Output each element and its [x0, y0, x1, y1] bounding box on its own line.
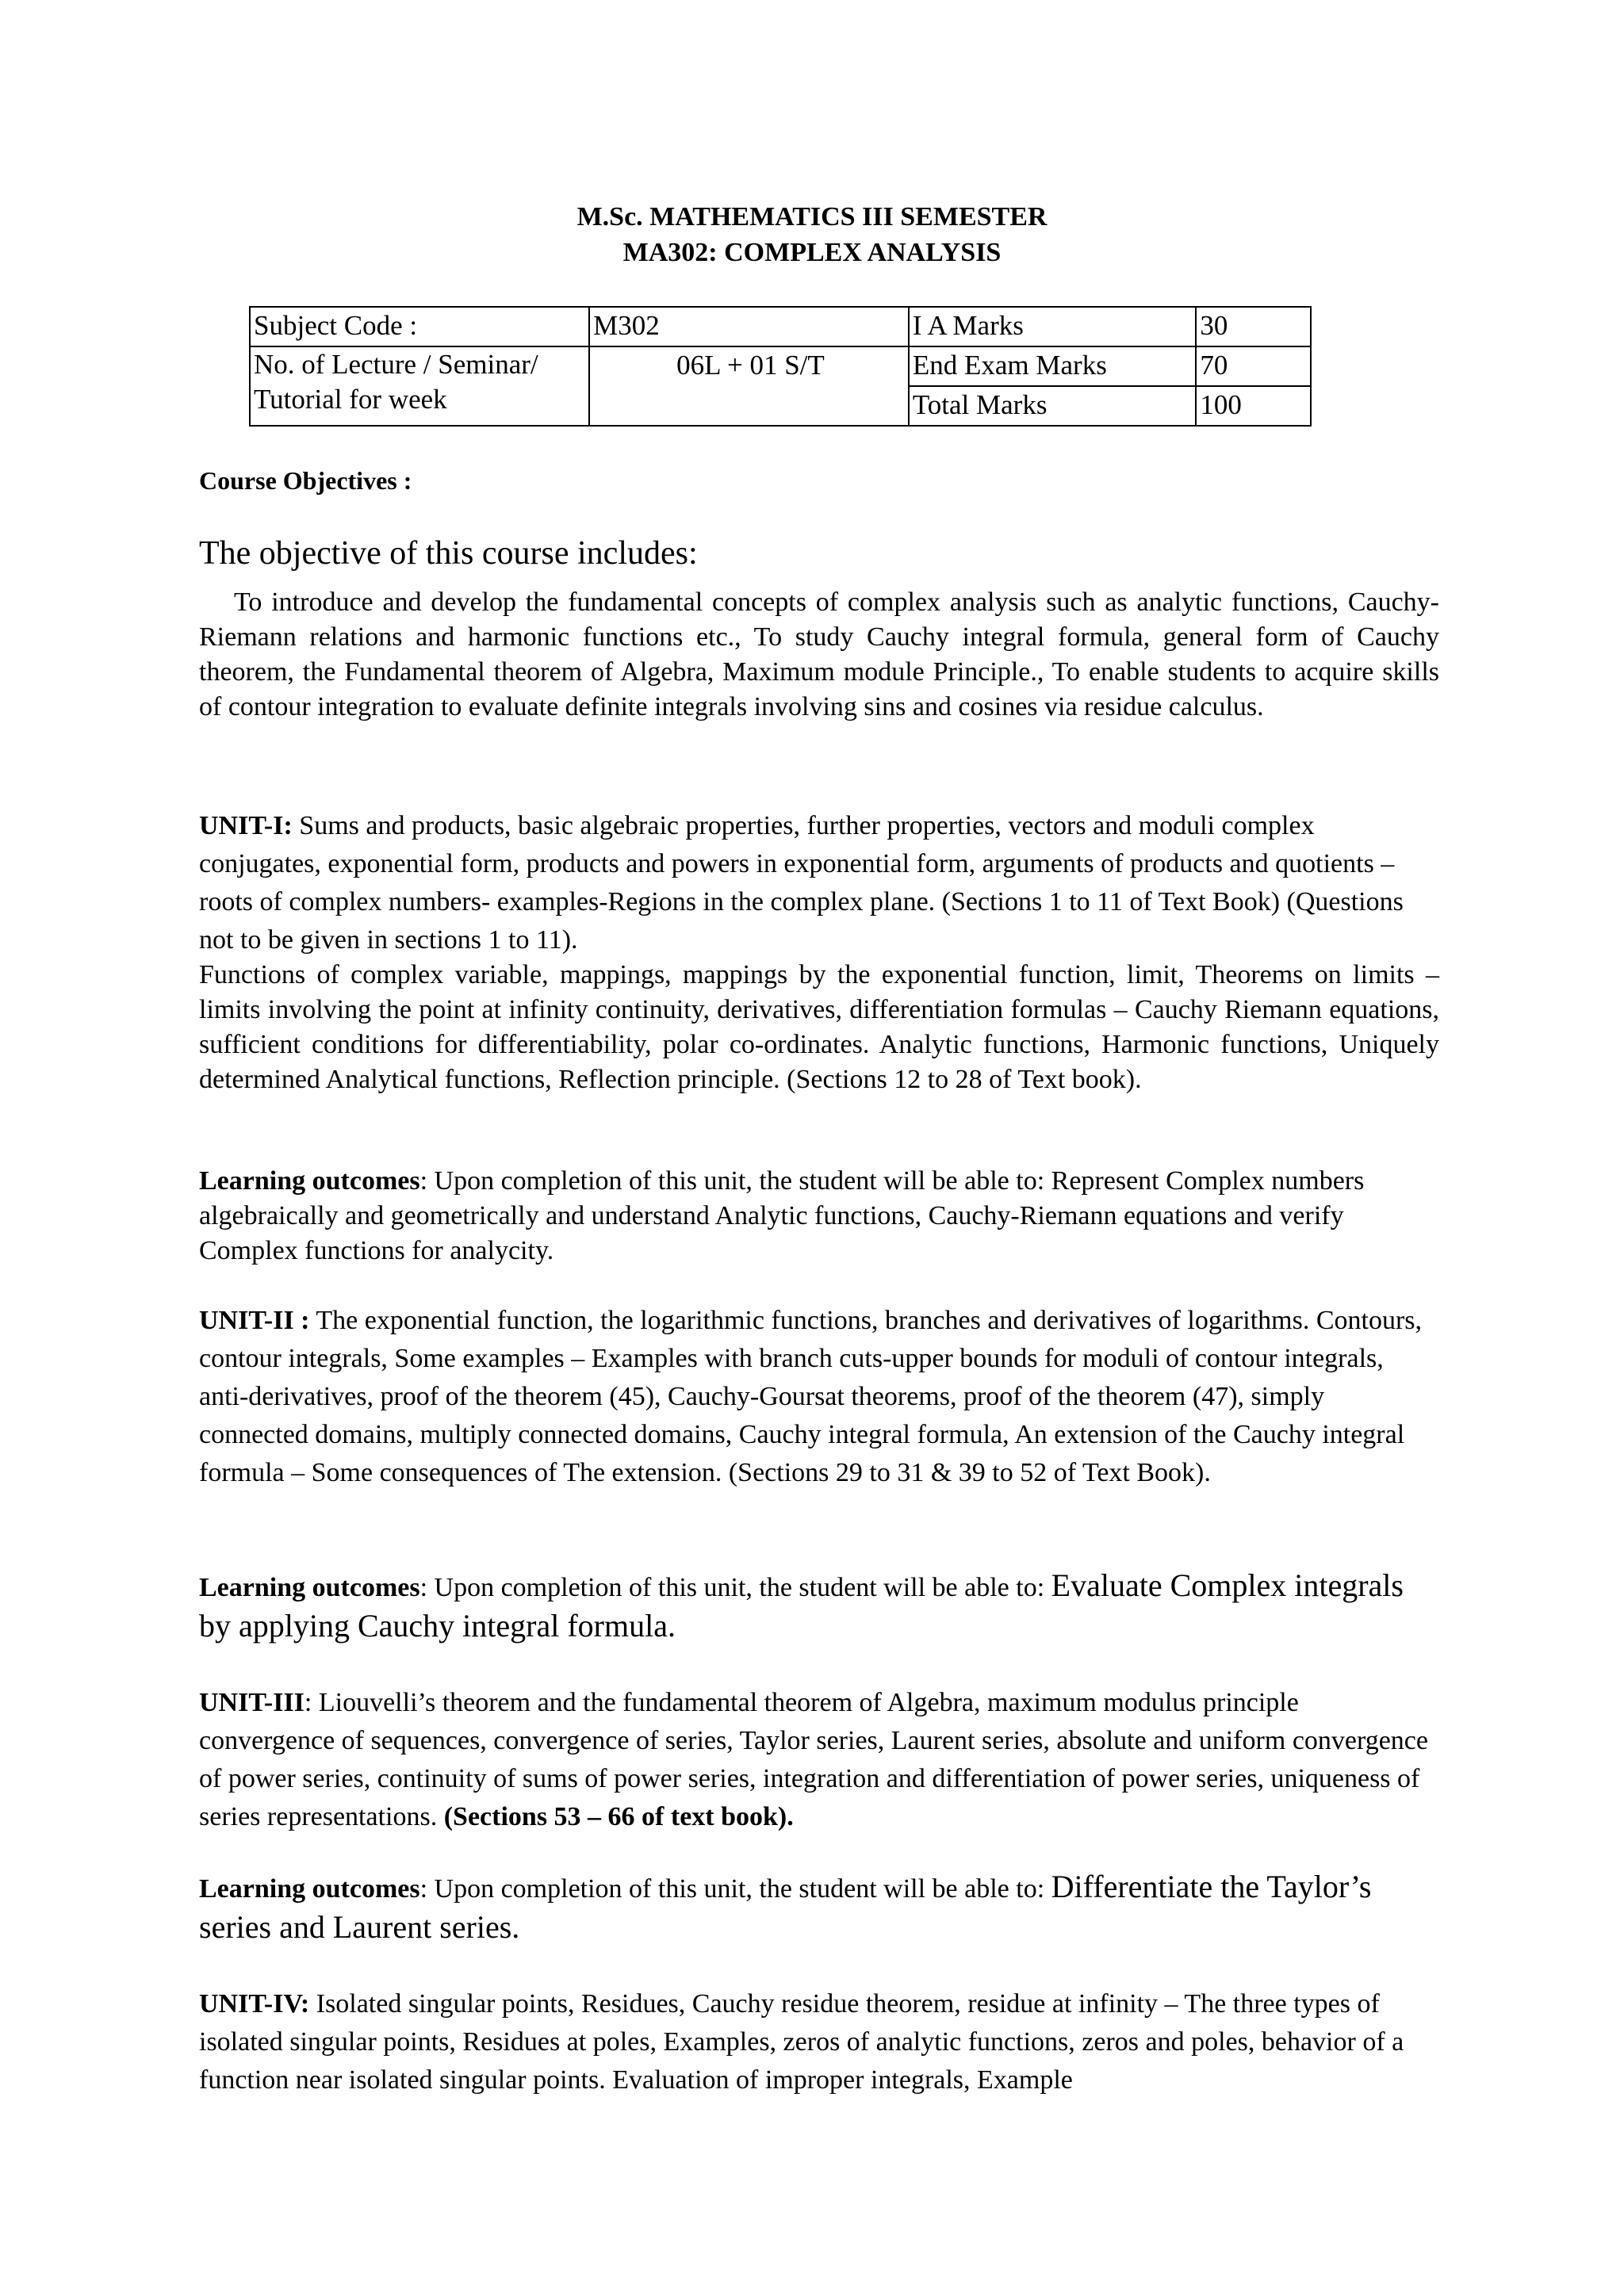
objectives-heading: Course Objectives : [199, 466, 412, 495]
course-title: MA302: COMPLEX ANALYSIS [622, 238, 1002, 267]
unit4-paragraph [199, 1985, 1439, 2099]
total-marks-label: Total Marks [909, 386, 1197, 426]
unit3-outcomes [199, 1868, 1439, 1949]
unit3-sections: (Sections 53 – 66 of text book). [443, 1802, 794, 1831]
program-title: M.Sc. MATHEMATICS III SEMESTER [576, 202, 1048, 232]
unit1-paragraph [199, 807, 1439, 959]
unit2-outcomes [199, 1567, 1439, 1647]
unit1-text: Sums and products, basic algebraic properties, further properties, vectors and moduli complex conjugates, exponential form, products and powers in exponential form, arguments of products and quotients – roots of complex numbers- examples-Regions in the complex plane. (Sections 1 to 11 of Text Book) (Questions not to be given in sections 1 to 11). [199, 811, 1404, 955]
table-row [250, 346, 1311, 386]
unit4-text: Isolated singular points, Residues, Cauchy residue theorem, residue at infinity – The three types of isolated singular points, Residues at poles, Examples, zeros of analytic functions, zeros and poles, behavior of a function near isolated singular points. Evaluation of improper integrals, Example [199, 1989, 1404, 2095]
unit1-outcomes [199, 1164, 1439, 1269]
lecture-value: 06L + 01 S/T [589, 346, 909, 426]
unit1-outcome-label: Learning outcomes [199, 1166, 420, 1196]
ia-marks-label: I A Marks [909, 307, 1197, 346]
objectives-intro: The objective of this course includes: [199, 535, 698, 572]
unit1-paragraph-2: Functions of complex variable, mappings, mappings by the exponential function, limit, Theorems on limits – limits involving the point at infinity continuity, derivatives, differentiation formulas – Cauchy Riemann equations, sufficient conditions for differentiability, polar co-ordinates. Analytic functions, Harmonic functions, Uniquely determined Analytical functions, Reflection principle. (Sections 12 to 28 of Text book). [199, 960, 1439, 1094]
unit2-outcome-statement: Evaluate Complex integrals by applying Cauchy integral formula. [199, 1567, 1404, 1644]
end-exam-value: 70 [1196, 346, 1311, 386]
unit3-label: UNIT-III [199, 1688, 304, 1717]
unit4-label: UNIT-IV: [199, 1989, 310, 2019]
unit3-paragraph [199, 1684, 1439, 1836]
unit2-outcome-text: : Upon completion of this unit, the student will be able to: [419, 1573, 1051, 1602]
unit2-label: UNIT-II : [199, 1306, 310, 1335]
subject-code-value: M302 [589, 307, 909, 346]
subject-code-label: Subject Code : [250, 307, 589, 346]
unit2-text: The exponential function, the logarithmic functions, branches and derivatives of logarithms. Contours, contour integrals, Some examples – Examples with branch cuts-upper bounds for moduli of contour integrals, anti-derivatives, proof of the theorem (45), Cauchy-Goursat theorems, proof of the theorem (47), simply connected domains, multiply connected domains, Cauchy integral formula, An extension of the Cauchy integral formula – Some consequences of The extension. (Sections 29 to 31 & 39 to 52 of Text Book). [199, 1306, 1422, 1487]
unit2-outcome-label: Learning outcomes [199, 1573, 420, 1602]
total-marks-value: 100 [1196, 386, 1311, 426]
objectives-text: To introduce and develop the fundamental concepts of complex analysis such as analytic functions, Cauchy-Riemann relations and harmonic functions etc., To study Cauchy integral formula, general form of Cauchy theorem, the Fundamental theorem of Algebra, Maximum module Principle., To enable students to acquire skills of contour integration to evaluate definite integrals involving sins and cosines via residue calculus. [199, 587, 1439, 721]
ia-marks-value: 30 [1196, 307, 1311, 346]
unit2-paragraph [199, 1302, 1439, 1492]
unit1-label: UNIT-I: [199, 811, 293, 840]
unit3-outcome-label: Learning outcomes [199, 1874, 420, 1904]
lecture-label: No. of Lecture / Seminar/ Tutorial for week [250, 346, 589, 426]
unit3-outcome-text: : Upon completion of this unit, the student will be able to: [419, 1874, 1051, 1904]
end-exam-label: End Exam Marks [909, 346, 1197, 386]
unit3-text: : Liouvelli’s theorem and the fundamental theorem of Algebra, maximum modulus principle convergence of sequences, convergence of series, Taylor series, Laurent series, absolute and uniform convergence of power series, continuity of sums of power series, integration and differentiation of power series, uniqueness of series representations. [199, 1688, 1428, 1831]
unit3-outcome-statement: Differentiate the Taylor’s series and Laurent series. [199, 1869, 1372, 1945]
table-row [250, 307, 1311, 346]
unit1-outcome-text: : Upon completion of this unit, the student will be able to: Represent Complex numbers algebraically and geometrically and understand Analytic functions, Cauchy-Riemann equations and verify Complex functions for analycity. [199, 1166, 1365, 1265]
course-info-table [249, 306, 1312, 427]
